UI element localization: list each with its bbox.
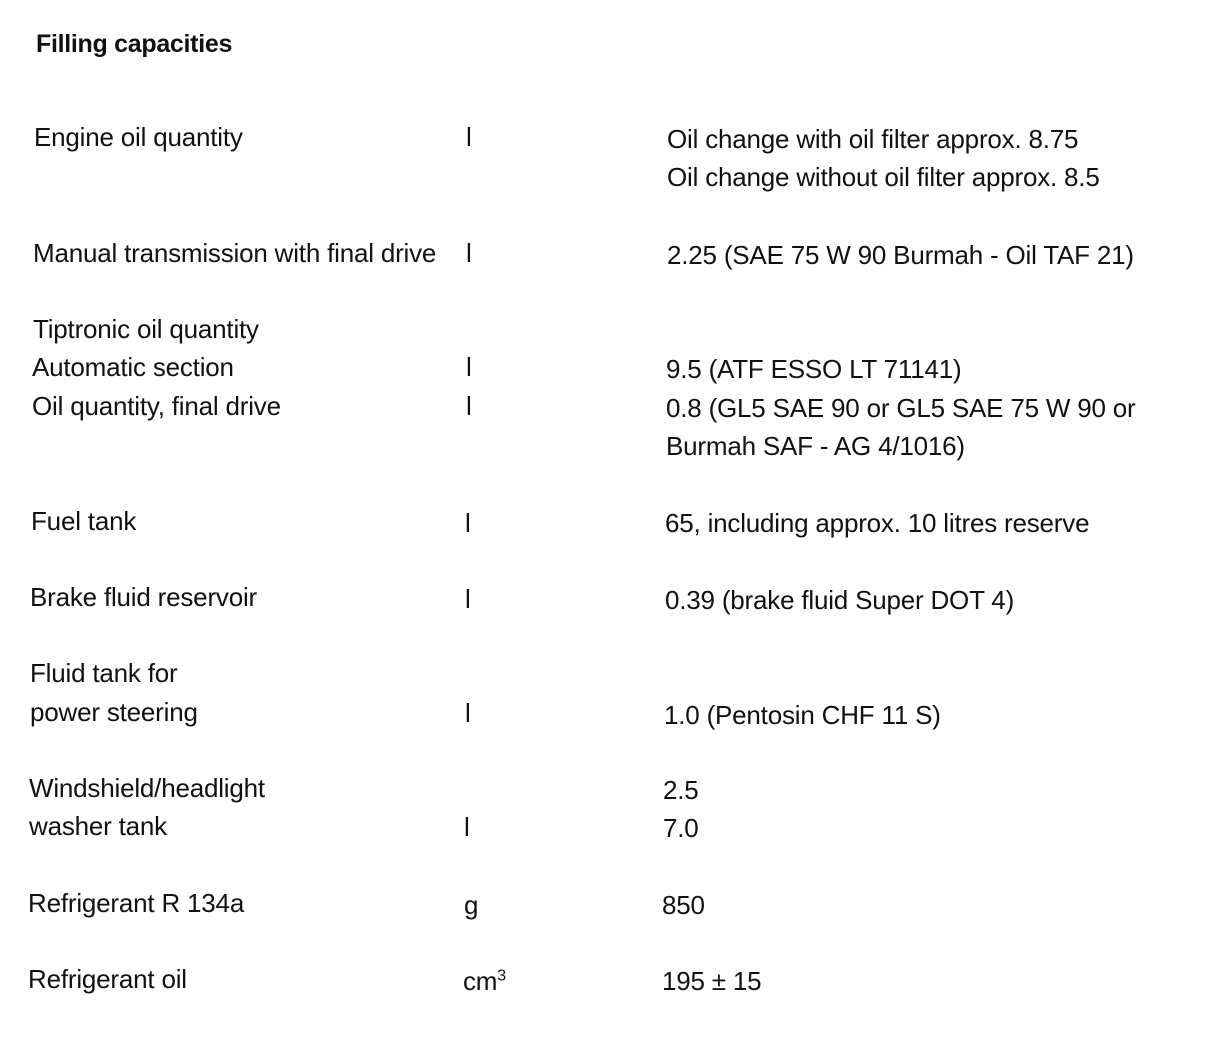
- row-label: Automatic section: [32, 352, 234, 382]
- row-value: Burmah SAF - AG 4/1016): [666, 431, 965, 461]
- row-value: 0.39 (brake fluid Super DOT 4): [665, 585, 1015, 615]
- row-value: 0.8 (GL5 SAE 90 or GL5 SAE 75 W 90 or: [666, 393, 1136, 423]
- row-value: 9.5 (ATF ESSO LT 71141): [666, 354, 962, 384]
- row-label: Engine oil quantity: [34, 122, 243, 152]
- row-unit: l: [466, 238, 472, 268]
- row-unit: l: [466, 391, 472, 421]
- row-label: Tiptronic oil quantity: [33, 314, 259, 344]
- row-unit: l: [465, 508, 471, 538]
- row-value: 7.0: [663, 813, 699, 843]
- row-value: Oil change without oil filter approx. 8.5: [667, 162, 1100, 192]
- page-title: Filling capacities: [36, 30, 233, 58]
- row-label: Windshield/headlight: [29, 773, 265, 803]
- row-value: 65, including approx. 10 litres reserve: [665, 508, 1090, 538]
- row-label: Oil quantity, final drive: [32, 391, 281, 421]
- row-value: 2.25 (SAE 75 W 90 Burmah - Oil TAF 21): [667, 240, 1134, 270]
- row-unit: [463, 966, 506, 997]
- row-label: Manual transmission with final drive: [33, 238, 437, 268]
- row-value: 2.5: [663, 775, 699, 805]
- row-unit: l: [465, 698, 471, 728]
- row-unit: g: [464, 890, 479, 920]
- row-unit: l: [466, 122, 472, 152]
- row-label: power steering: [30, 697, 198, 727]
- unit-superscript: 3: [497, 967, 506, 985]
- row-unit: l: [464, 812, 470, 842]
- row-label: washer tank: [29, 811, 167, 841]
- row-label: Refrigerant oil: [28, 964, 187, 994]
- row-value: 850: [662, 890, 705, 920]
- row-label: Fluid tank for: [30, 658, 178, 688]
- row-value: 1.0 (Pentosin CHF 11 S): [664, 700, 941, 730]
- row-value: 195 ± 15: [662, 966, 762, 996]
- row-label: Refrigerant R 134a: [28, 888, 245, 918]
- unit-text: cm: [463, 966, 498, 996]
- row-unit: l: [465, 584, 471, 614]
- row-label: Brake fluid reservoir: [30, 582, 257, 612]
- row-label: Fuel tank: [31, 506, 137, 536]
- row-unit: l: [466, 352, 472, 382]
- row-value: Oil change with oil filter approx. 8.75: [667, 124, 1079, 154]
